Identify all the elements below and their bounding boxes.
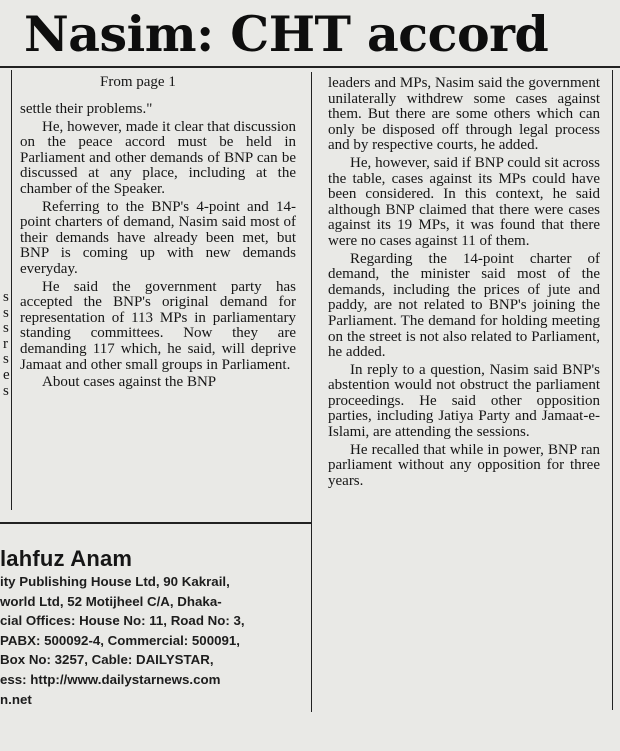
paragraph: Referring to the BNP's 4-point and 14-point charters of demand, Nasim said most of their demands have already been met, but BNP is coming up with new demands everyday. <box>20 198 296 277</box>
imprint-line: PABX: 500092-4, Commercial: 500091, <box>0 632 240 648</box>
edge-letter: e <box>3 366 10 383</box>
paragraph: In reply to a question, Nasim said BNP's abstention would not obstruct the parliament proceedings. He said other opposition parties, including Jatiya Party and Jamaat-e-Islami, are attending the sessions. <box>328 361 600 441</box>
right-edge-rule <box>612 70 613 710</box>
headline: Nasim: CHT accord <box>24 5 549 63</box>
imprint-line: ess: http://www.dailystarnews.com <box>0 671 221 687</box>
cropped-edge-letters <box>3 290 15 399</box>
editor-name: lahfuz Anam <box>0 546 133 571</box>
imprint-block <box>0 546 306 709</box>
paragraph: settle their problems." <box>20 101 153 117</box>
edge-letter: s <box>3 382 9 399</box>
edge-letter: s <box>3 304 9 321</box>
imprint-line: n.net <box>0 691 32 707</box>
edge-letter: s <box>3 289 9 305</box>
headline-rule <box>0 66 620 68</box>
imprint-line: Box No: 3257, Cable: DAILYSTAR, <box>0 652 214 668</box>
column-divider <box>311 72 312 712</box>
imprint-line: ity Publishing House Ltd, 90 Kakrail, <box>0 574 230 589</box>
paragraph: He recalled that while in power, BNP ran parliament without any opposition for three years. <box>328 441 600 489</box>
paragraph: He, however, said if BNP could sit across the table, cases against its MPs could have been considered. In this context, he said although BNP claimed that there were cases against its 19 MPs, it was found that there were no cases against 11 of them. <box>328 154 600 249</box>
edge-letter: s <box>3 351 9 368</box>
imprint-line: cial Offices: House No: 11, Road No: 3, <box>0 613 245 629</box>
paragraph: He said the government party has accepted the BNP's original demand for representation of 113 MPs in parliamentary standing committees. Now they are demanding 117 which, he said, will deprive Jamaat and other small groups in Parliament. <box>20 278 296 373</box>
right-column <box>328 76 600 491</box>
edge-letter: r <box>3 335 8 352</box>
paragraph: About cases against the BNP <box>42 374 217 391</box>
paragraph: leaders and MPs, Nasim said the government unilaterally withdrew some cases against them. But there are some others which can only be disposed off through legal process and by respective courts, he added. <box>328 75 600 154</box>
continuation-note: From page 1 <box>100 74 176 90</box>
imprint-rule <box>0 522 311 524</box>
edge-letter: s <box>3 320 9 337</box>
imprint-line: world Ltd, 52 Motijheel C/A, Dhaka- <box>0 593 222 609</box>
paragraph: Regarding the 14-point charter of demand, the minister said most of the demands, including the prices of jute and paddy, are not related to BNP's joining the Parliament. The demand for holding meeting on the street is not also related to Parliament, he added. <box>328 250 600 361</box>
paragraph: He, however, made it clear that discussion on the peace accord must be held in Parliament and other demands of BNP can be discussed at any place, including at the chamber of the Speaker. <box>20 118 296 197</box>
left-column <box>20 102 296 393</box>
